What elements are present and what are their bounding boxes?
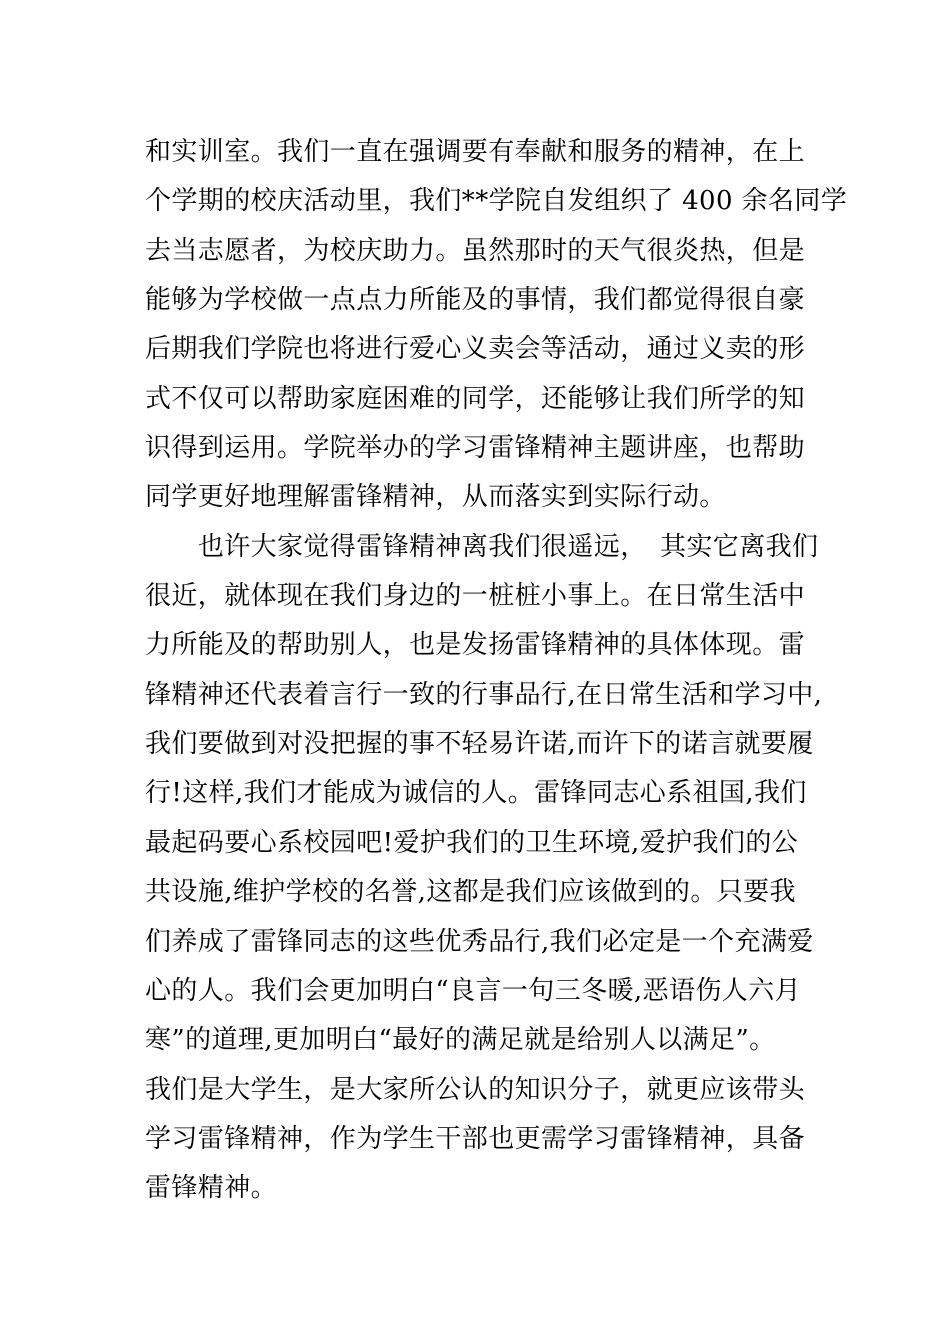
body-text — [145, 128, 848, 1214]
text-line-13: 我们要做到对没把握的事不轻易许诺,而许下的诺言就要履 — [145, 729, 814, 760]
text-line-17: 们养成了雷锋同志的这些优秀品行,我们必定是一个充满爱 — [145, 926, 814, 957]
text-line-3: 去当志愿者，为校庆助力。虽然那时的天气很炎热，但是 — [145, 235, 806, 266]
text-line-9: 也许大家觉得雷锋精神离我们很遥远， 其实它离我们 — [145, 531, 819, 562]
text-line-7: 识得到运用。学院举办的学习雷锋精神主题讲座，也帮助 — [145, 433, 806, 464]
text-line-21: 学习雷锋精神，作为学生干部也更需学习雷锋精神，具备 — [145, 1123, 806, 1154]
text-line-1: 和实训室。我们一直在强调要有奉献和服务的精神，在上 — [145, 137, 806, 167]
text-line-10: 很近，就体现在我们身边的一桩桩小事上。在日常生活中 — [145, 581, 806, 612]
text-line-8: 同学更好地理解雷锋精神，从而落实到实际行动。 — [145, 482, 726, 513]
text-line-15: 最起码要心系校园吧!爱护我们的卫生环境,爱护我们的公 — [145, 827, 799, 858]
text-line-20: 我们是大学生，是大家所公认的知识分子，就更应该带头 — [145, 1074, 806, 1105]
text-line-12: 锋精神还代表着言行一致的行事品行,在日常生活和学习中, — [145, 679, 823, 710]
text-line-5: 后期我们学院也将进行爱心义卖会等活动，通过义卖的形 — [145, 334, 806, 365]
text-line-4: 能够为学校做一点点力所能及的事情，我们都觉得很自豪 — [145, 285, 806, 316]
text-line-19: 寒”的道理,更加明白“最好的满足就是给别人以满足”。 — [145, 1025, 776, 1056]
text-line-14: 行!这样,我们才能成为诚信的人。雷锋同志心系祖国,我们 — [145, 778, 807, 809]
text-line-16: 共设施,维护学校的名誉,这都是我们应该做到的。只要我 — [145, 877, 796, 908]
text-line-22: 雷锋精神。 — [145, 1173, 278, 1204]
text-line-18: 心的人。我们会更加明白“良言一句三冬暖,恶语伤人六月 — [145, 975, 801, 1006]
text-line-6: 式不仅可以帮助家庭困难的同学，还能够让我们所学的知 — [145, 383, 806, 414]
text-line-2: 个学期的校庆活动里，我们**学院自发组织了 400 余名同学 — [145, 186, 848, 217]
text-line-11: 力所能及的帮助别人，也是发扬雷锋精神的具体体现。雷 — [145, 630, 806, 661]
